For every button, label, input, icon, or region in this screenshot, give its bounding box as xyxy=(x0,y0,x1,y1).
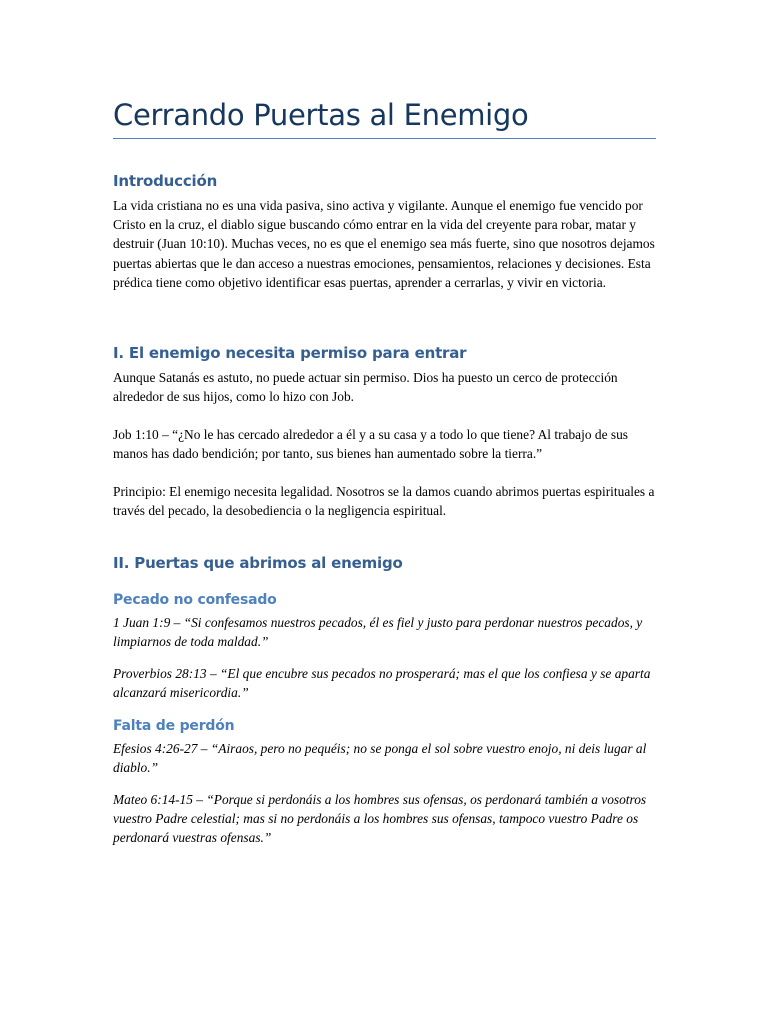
intro-heading: Introducción xyxy=(113,172,218,190)
title-underline xyxy=(113,138,656,139)
document-title: Cerrando Puertas al Enemigo xyxy=(113,98,529,132)
verse-efesios: Efesios 4:26-27 – “Airaos, pero no pequéis; no se ponga el sol sobre vuestro enojo, ni deis lugar al diablo.” xyxy=(113,741,647,776)
section1-heading: I. El enemigo necesita permiso para entrar xyxy=(113,344,467,362)
verse-proverbios: Proverbios 28:13 – “El que encubre sus pecados no prosperará; mas el que los confiesa y se aparta alcanzará misericordia.” xyxy=(113,666,651,701)
subsection-unconfessed-sin-heading: Pecado no confesado xyxy=(113,592,277,608)
section1-paragraph-1: Aunque Satanás es astuto, no puede actuar sin permiso. Dios ha puesto un cerco de protección alrededor de sus hijos, como lo hizo con Job. xyxy=(113,370,618,405)
section1-verse-job: Job 1:10 – “¿No le has cercado alrededor a él y a su casa y a todo lo que tiene? Al trabajo de sus manos has dado bendición; por tanto, sus bienes han aumentado sobre la tierra.” xyxy=(113,427,628,462)
section2-heading: II. Puertas que abrimos al enemigo xyxy=(113,554,403,572)
verse-1-juan: 1 Juan 1:9 – “Si confesamos nuestros pecados, él es fiel y justo para perdonar nuestros pecados, y limpiarnos de toda maldad.” xyxy=(113,615,643,650)
intro-paragraph: La vida cristiana no es una vida pasiva, sino activa y vigilante. Aunque el enemigo fue vencido por Cristo en la cruz, el diablo sigue buscando cómo entrar en la vida del creyente para robar, matar y destruir (Juan 10:10). Muchas veces, no es que el enemigo sea más fuerte, sino que nosotros dejamos puertas abiertas que le dan acceso a nuestras emociones, pensamientos, relaciones y decisiones. Esta prédica tiene como objetivo identificar esas puertas, aprender a cerrarlas, y vivir en victoria. xyxy=(113,198,655,290)
subsection-unforgiveness-heading: Falta de perdón xyxy=(113,718,235,734)
verse-mateo: Mateo 6:14-15 – “Porque si perdonáis a los hombres sus ofensas, os perdonará también a vosotros vuestro Padre celestial; mas si no perdonáis a los hombres sus ofensas, tampoco vuestro Padre os perdonará vuestras ofensas.” xyxy=(113,792,647,846)
section1-principle: Principio: El enemigo necesita legalidad. Nosotros se la damos cuando abrimos puertas espirituales a través del pecado, la desobediencia o la negligencia espiritual. xyxy=(113,484,655,519)
